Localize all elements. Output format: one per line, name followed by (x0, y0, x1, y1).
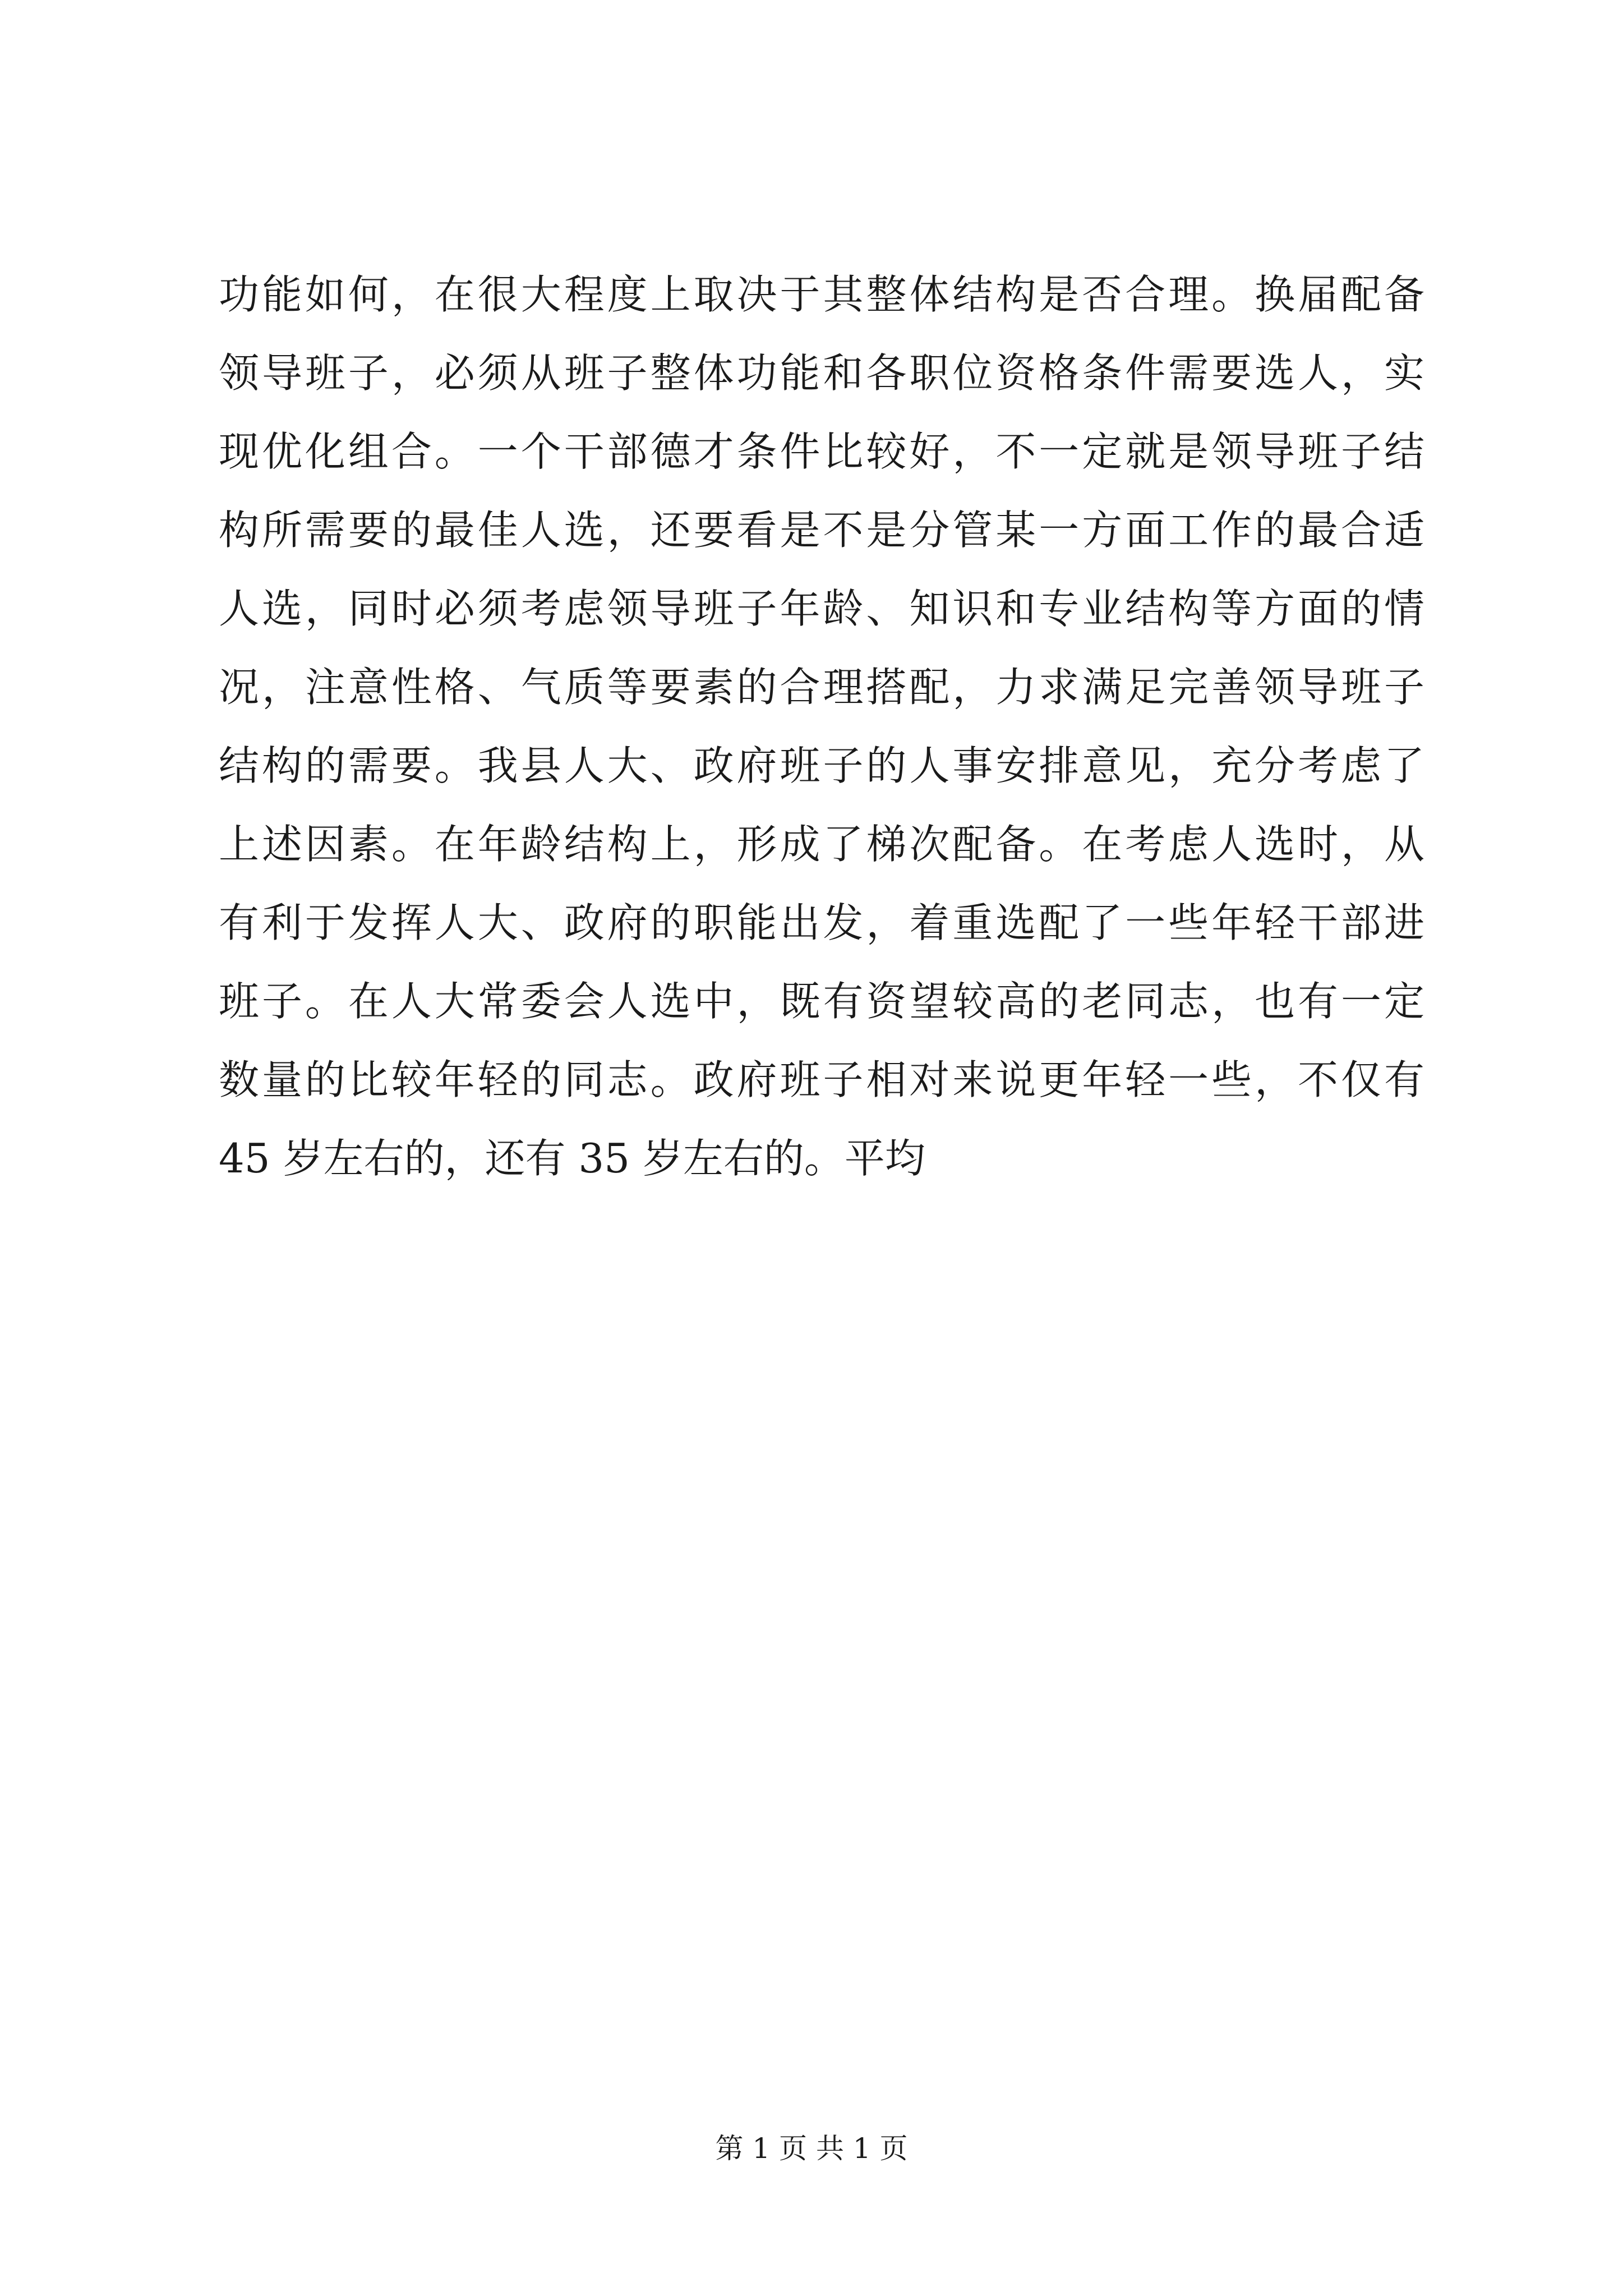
text-line: 功能如何，在很大程度上取决于其整体结构是否合理。换届配备 (219, 271, 1424, 318)
text-line: 班子。在人大常委会人选中，既有资望较高的老同志，也有一定 (219, 978, 1424, 1025)
page-footer: 第 1 页 共 1 页 (715, 2132, 908, 2165)
text-line: 现优化组合。一个干部德才条件比较好，不一定就是领导班子结 (219, 428, 1424, 475)
body-paragraph (219, 255, 1424, 1198)
text-line: 构所需要的最佳人选，还要看是不是分管某一方面工作的最合适 (219, 507, 1424, 554)
text-line: 上述因素。在年龄结构上，形成了梯次配备。在考虑人选时，从 (219, 821, 1424, 868)
text-line: 结构的需要。我县人大、政府班子的人事安排意见，充分考虑了 (219, 742, 1424, 789)
text-line: 领导班子，必须从班子整体功能和各职位资格条件需要选人，实 (219, 349, 1424, 397)
text-line: 45 岁左右的，还有 35 岁左右的。平均 (219, 1135, 925, 1182)
text-line: 有利于发挥人大、政府的职能出发，着重选配了一些年轻干部进 (219, 899, 1424, 946)
text-line: 数量的比较年轻的同志。政府班子相对来说更年轻一些，不仅有 (219, 1056, 1424, 1103)
text-line: 况，注意性格、气质等要素的合理搭配，力求满足完善领导班子 (219, 664, 1424, 711)
text-line: 人选，同时必须考虑领导班子年龄、知识和专业结构等方面的情 (219, 585, 1424, 632)
